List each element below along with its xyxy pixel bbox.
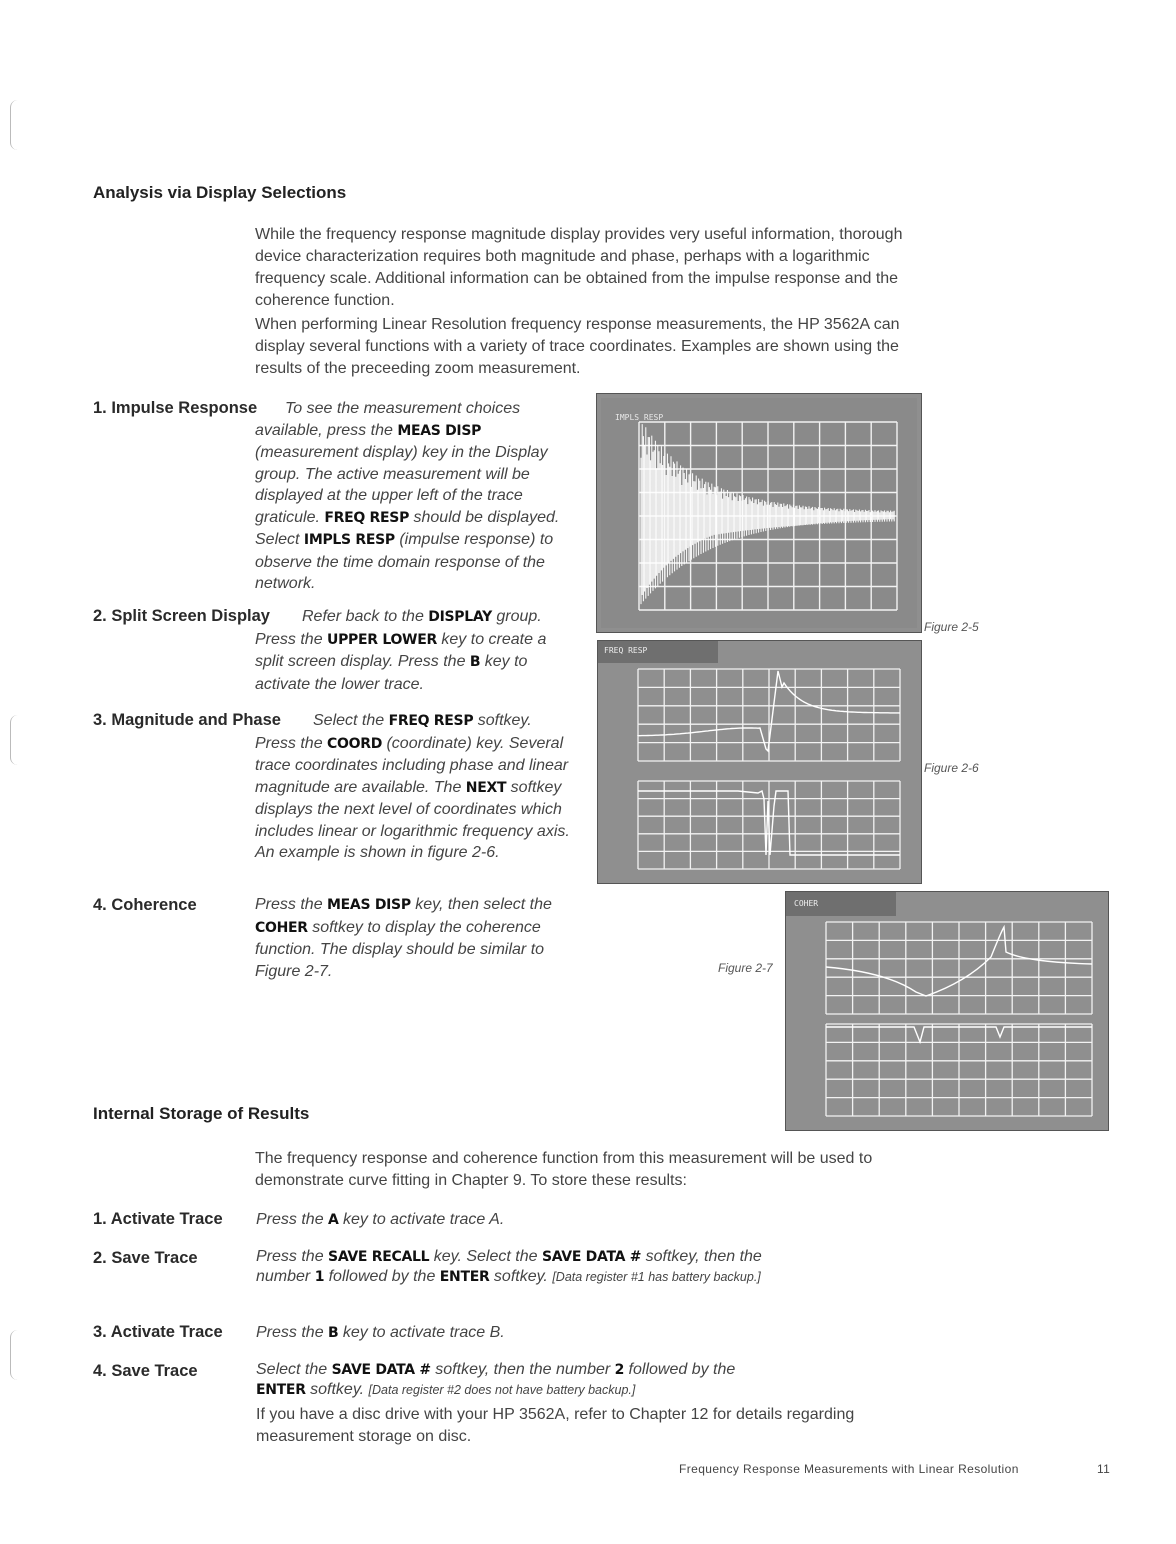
intro-paragraph-1: While the frequency response magnitude display provides very useful information, thorough device characterization requires both magnitude and phase, perhaps with a logarithmic frequency scale. Additional information can be obtained from the impulse response and the coherence function. xyxy=(255,226,903,309)
step-split-text: Refer back to the DISPLAY group. Press the UPPER LOWER key to create a split screen display. Press the B key to activate the lower trace. xyxy=(255,608,547,693)
svg-text:IMPLS RESP: IMPLS RESP xyxy=(615,413,664,422)
key-meas-disp: MEAS DISP xyxy=(397,422,482,439)
key-number-2: 2 xyxy=(614,1362,625,1378)
step-activate-b-text: Press the B key to activate trace B. xyxy=(256,1324,505,1341)
binder-hole-mark xyxy=(10,715,25,765)
binder-hole-mark xyxy=(10,1330,25,1380)
key-b: B xyxy=(328,1325,339,1341)
binder-hole-mark xyxy=(10,100,25,150)
section-heading-analysis: Analysis via Display Selections xyxy=(93,183,347,202)
key-save-data: SAVE DATA # xyxy=(541,1249,642,1265)
step-title-coherence: 4. Coherence xyxy=(93,896,197,914)
storage-intro: The frequency response and coherence function from this measurement will be used to demonstrate curve fitting in Chapter 9. To store these results: xyxy=(255,1150,873,1189)
battery-note-2: [Data register #2 does not have battery backup.] xyxy=(368,1383,636,1397)
figure-2-7-caption: Figure 2-7 xyxy=(718,961,773,975)
key-meas-disp: MEAS DISP xyxy=(327,897,411,913)
svg-text:COHER: COHER xyxy=(794,899,819,908)
key-freq-resp: FREQ RESP xyxy=(388,713,474,729)
figure-2-6-caption: Figure 2-6 xyxy=(924,761,979,775)
section-heading-storage: Internal Storage of Results xyxy=(93,1104,310,1123)
closing-paragraph: If you have a disc drive with your HP 3562A, refer to Chapter 12 for details regarding measurement storage on disc. xyxy=(256,1406,855,1445)
key-enter: ENTER xyxy=(439,1269,490,1285)
figure-2-5-impulse-response-screen xyxy=(596,393,922,633)
step-activate-a-text: Press the A key to activate trace A. xyxy=(256,1211,505,1228)
key-upper-lower: UPPER LOWER xyxy=(327,631,437,648)
step-title-magnitude-phase: 3. Magnitude and Phase xyxy=(93,711,281,729)
key-a: A xyxy=(328,1212,339,1228)
key-save-data: SAVE DATA # xyxy=(331,1362,431,1378)
key-coord: COORD xyxy=(327,735,383,752)
key-number-1: 1 xyxy=(314,1269,325,1285)
key-enter: ENTER xyxy=(256,1382,306,1398)
step-title-save-trace-2: 4. Save Trace xyxy=(93,1362,198,1380)
step-save-2-text: Select the SAVE DATA # softkey, then the number 2 followed by the ENTER softkey. [Data register #2 does not have battery backup.] xyxy=(256,1361,736,1398)
step-title-split-screen: 2. Split Screen Display xyxy=(93,607,270,625)
step-title: 1. Impulse Response xyxy=(93,399,258,417)
step-impulse-text: To see the measurement choices available, press the MEAS DISP (measurement display) key in the Display group. The active measurement will be displayed at the upper left of the trace graticule. FREQ RESP should be displayed. Select IMPLS RESP (impulse response) to observe the time domain response of the network. xyxy=(255,400,560,592)
footer-page-number: 11 xyxy=(1097,1462,1111,1476)
step-title-activate-a: 1. Activate Trace xyxy=(93,1210,223,1228)
step-magnitude-text: Select the FREQ RESP softkey. Press the COORD (coordinate) key. Several trace coordinates including phase and linear magnitude are available. The NEXT softkey displays the next level of coordinates which includes linear or logarithmic frequency axis. An example is shown in figure 2-6. xyxy=(255,712,570,861)
key-freq-resp: FREQ RESP xyxy=(324,509,410,526)
key-display: DISPLAY xyxy=(428,609,492,625)
step-save-1-text: Press the SAVE RECALL key. Select the SAVE DATA # softkey, then the number 1 followed by the ENTER softkey. [Data register #1 has battery backup.] xyxy=(256,1248,762,1285)
figure-2-5-caption: Figure 2-5 xyxy=(924,620,979,634)
footer-chapter-title: Frequency Response Measurements with Linear Resolution xyxy=(679,1462,1019,1476)
intro-paragraph-2: When performing Linear Resolution frequency response measurements, the HP 3562A can display several functions with a variety of trace coordinates. Examples are shown using the results of the preceeding zoom measurement. xyxy=(255,316,900,377)
step-title-activate-b: 3. Activate Trace xyxy=(93,1323,223,1341)
key-impls-resp: IMPLS RESP xyxy=(303,532,395,548)
key-coher: COHER xyxy=(255,919,308,936)
battery-note-1: [Data register #1 has battery backup.] xyxy=(552,1270,761,1284)
figure-2-7-coherence-screen xyxy=(785,891,1109,1131)
key-save-recall: SAVE RECALL xyxy=(328,1249,430,1265)
key-b: B xyxy=(469,654,481,670)
step-coherence-text: Press the MEAS DISP key, then select the COHER softkey to display the coherence function. The display should be similar to Figure 2-7. xyxy=(255,896,552,980)
figure-2-6-magnitude-phase-screen xyxy=(597,640,922,884)
svg-text:FREQ RESP: FREQ RESP xyxy=(604,646,648,655)
step-title-save-trace-1: 2. Save Trace xyxy=(93,1249,198,1267)
key-next: NEXT xyxy=(465,779,507,796)
